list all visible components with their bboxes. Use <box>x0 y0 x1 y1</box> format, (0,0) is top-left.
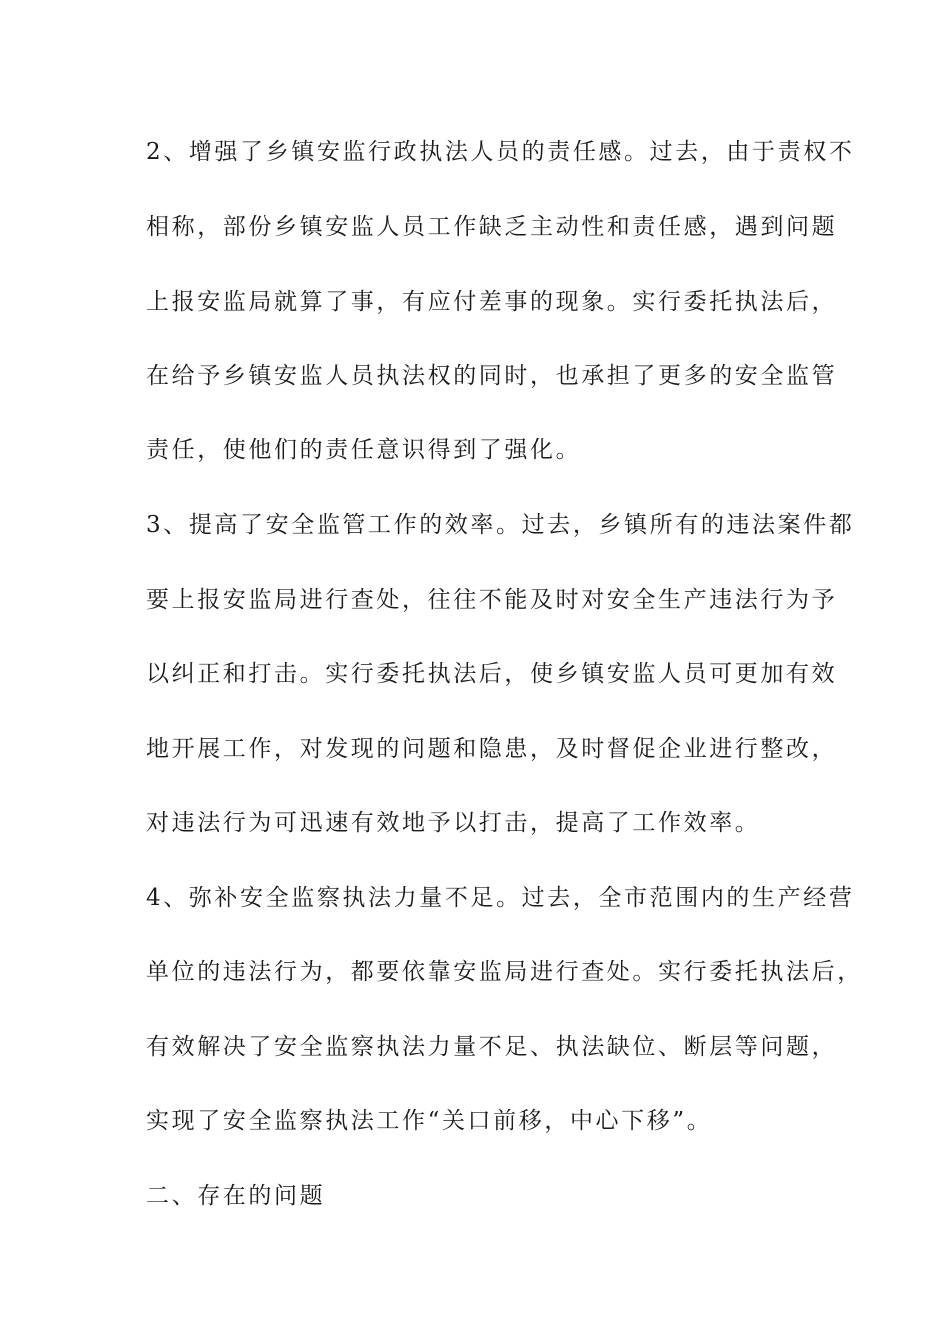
paragraph-3-line-3: 以纠正和打击。实行委托执法后，使乡镇安监人员可更加有效 <box>146 661 838 687</box>
paragraph-2-line-1: 2、增强了乡镇安监行政执法人员的责任感。过去，由于责权不 <box>146 139 855 165</box>
paragraph-3-line-2: 要上报安监局进行查处，往往不能及时对安全生产违法行为予 <box>146 587 838 613</box>
paragraph-4-line-3: 有效解决了安全监察执法力量不足、执法缺位、断层等问题， <box>146 1034 838 1060</box>
paragraph-2-line-3: 上报安监局就算了事，有应付差事的现象。实行委托执法后， <box>146 289 838 315</box>
paragraph-3-line-5: 对违法行为可迅速有效地予以打击，提高了工作效率。 <box>146 810 761 836</box>
paragraph-2-line-2: 相称，部份乡镇安监人员工作缺乏主动性和责任感，遇到问题 <box>146 214 838 240</box>
paragraph-4-line-1: 4、弥补安全监察执法力量不足。过去，全市范围内的生产经营 <box>146 885 855 911</box>
paragraph-3-line-1: 3、提高了安全监管工作的效率。过去，乡镇所有的违法案件都 <box>146 512 855 538</box>
paragraph-3-line-4: 地开展工作，对发现的问题和隐患，及时督促企业进行整改， <box>146 736 838 762</box>
paragraph-2-line-5: 责任，使他们的责任意识得到了强化。 <box>146 437 582 463</box>
paragraph-2-line-4: 在给予乡镇安监人员执法权的同时，也承担了更多的安全监管 <box>146 363 838 389</box>
paragraph-4-line-4: 实现了安全监察执法工作“关口前移，中心下移”。 <box>146 1108 713 1134</box>
section-heading: 二、存在的问题 <box>146 1183 326 1209</box>
paragraph-4-line-2: 单位的违法行为，都要依靠安监局进行查处。实行委托执法后， <box>146 959 863 985</box>
